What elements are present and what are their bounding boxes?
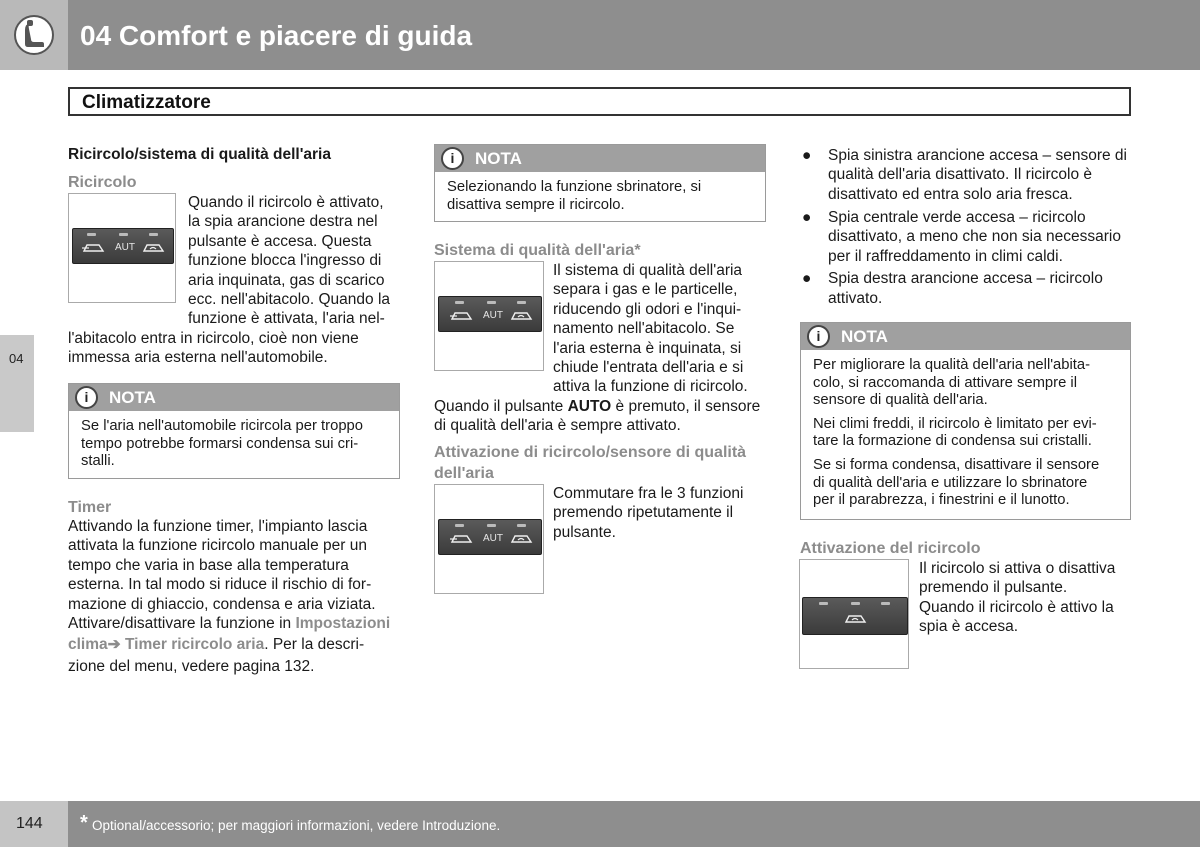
chapter-icon-box bbox=[0, 0, 68, 70]
indicator-light-list bbox=[800, 146, 1132, 312]
footnote-star: * bbox=[80, 812, 88, 834]
page-number-box bbox=[0, 801, 68, 847]
auto-label: AUT bbox=[115, 242, 135, 253]
auto-button-image bbox=[434, 261, 544, 371]
list-item: ● Spia centrale verde accesa – ricircolo disattivato, a meno che non sia necessario per il raffreddamento in climi caldi. bbox=[802, 208, 1121, 265]
note-header bbox=[801, 323, 1130, 350]
attivazione-ricircolo-text: Il ricircolo si attiva o disattiva premendo il pulsante. Quando il ricircolo è attivo la spia è accesa. bbox=[919, 560, 1116, 636]
car-recirculation-icon bbox=[509, 309, 535, 323]
info-icon: i bbox=[807, 325, 830, 348]
climate-button-panel bbox=[438, 519, 542, 555]
auto-sensor-text: Quando il pulsante AUTO è premuto, il sensore di qualità dell'aria è sempre attivato. bbox=[434, 398, 761, 435]
subheading-timer: Timer bbox=[68, 499, 112, 516]
chapter-side-tab bbox=[0, 335, 34, 432]
car-fresh-air-icon bbox=[449, 309, 475, 323]
note-label: NOTA bbox=[841, 327, 888, 346]
note-box-sbrinatore bbox=[434, 144, 766, 222]
car-fresh-air-icon bbox=[81, 241, 107, 255]
note-header bbox=[435, 145, 765, 172]
auto-label: AUT bbox=[483, 310, 503, 321]
arrow-right-icon: ➔ bbox=[107, 636, 121, 654]
note-box-qualita-aria bbox=[800, 322, 1131, 520]
car-recirculation-icon bbox=[843, 612, 869, 626]
sistema-qualita-text: Il sistema di qualità dell'aria separa i gas e le particelle, riducendo gli odori e l'inqui- namento nell'abitacolo. Se l'aria esterna è inquinata, si chiude l'entrata dell'aria e si attiva la funzione di ricircolo. bbox=[553, 262, 748, 396]
note-box-condensa bbox=[68, 383, 400, 479]
section-title: Climatizzatore bbox=[82, 92, 211, 113]
footnote-text: Optional/accessorio; per maggiori informazioni, vedere Introduzione. bbox=[92, 818, 501, 833]
attivazione-sensore-text: Commutare fra le 3 funzioni premendo ripetutamente il pulsante. bbox=[553, 485, 744, 541]
climate-button-panel bbox=[72, 228, 174, 264]
page-number: 144 bbox=[16, 815, 43, 832]
section-header bbox=[68, 87, 1131, 116]
subheading-sistema-qualita: Sistema di qualità dell'aria* bbox=[434, 242, 641, 259]
car-recirculation-icon bbox=[141, 241, 167, 255]
bullet-icon: ● bbox=[802, 270, 812, 288]
info-icon: i bbox=[75, 386, 98, 409]
menu-path-clima: clima bbox=[68, 636, 108, 654]
note-label: NOTA bbox=[475, 149, 522, 168]
climate-button-panel bbox=[802, 597, 908, 635]
note-text: Se l'aria nell'automobile ricircola per troppo tempo potrebbe formarsi condensa sui cri- stalli. bbox=[81, 418, 364, 470]
subheading-attivazione-ricircolo: Attivazione del ricircolo bbox=[800, 540, 981, 557]
info-icon: i bbox=[441, 147, 464, 170]
auto-label: AUT bbox=[483, 533, 503, 544]
car-recirculation-icon bbox=[509, 532, 535, 546]
ricircolo-button-image bbox=[68, 193, 176, 303]
menu-path-impostazioni: Impostazioni bbox=[295, 615, 391, 633]
chapter-title: 04 Comfort e piacere di guida bbox=[80, 20, 473, 51]
bullet-icon: ● bbox=[802, 208, 812, 226]
seat-icon bbox=[14, 15, 54, 55]
note-label: NOTA bbox=[109, 388, 156, 407]
recirculation-button-image bbox=[799, 559, 909, 669]
subheading-attivazione-sensore: Attivazione di ricircolo/sensore di qualità dell'aria bbox=[434, 444, 747, 482]
auto-word: AUTO bbox=[567, 398, 612, 415]
ricircolo-text: Quando il ricircolo è attivato, la spia arancione destra nel pulsante è accesa. Questa funzione blocca l'ingresso di aria inquinata, gas di scarico ecc. nell'abitacolo. Quando la funzione è attivata, l'aria nel- bbox=[188, 194, 391, 328]
bullet-icon: ● bbox=[802, 147, 812, 164]
auto-button-image-2 bbox=[434, 484, 544, 594]
menu-path-timer: Timer ricircolo aria bbox=[124, 636, 265, 654]
note-header bbox=[69, 384, 399, 411]
chapter-side-tab-label: 04 bbox=[9, 351, 24, 366]
chapter-header bbox=[68, 0, 1200, 70]
car-fresh-air-icon bbox=[449, 532, 475, 546]
heading-ricircolo-qualita: Ricircolo/sistema di qualità dell'aria bbox=[68, 146, 331, 163]
note-text: Selezionando la funzione sbrinatore, si disattiva sempre il ricircolo. bbox=[447, 179, 702, 213]
footer-bar bbox=[68, 801, 1200, 847]
ricircolo-text-tail: l'abitacolo entra in ricircolo, cioè non viene immessa aria esterna nell'automobile. bbox=[68, 330, 359, 367]
timer-text: Attivando la funzione timer, l'impianto lascia attivata la funzione ricircolo manuale per un tempo che varia in base alla temperatura esterna. In tal modo si riduce il rischio di for- mazione di ghiaccio, condensa e aria viziata. Attivare/disattivare la funzione in Impostazioni clima➔ Timer ricircolo aria. Per la descri- zione del menu, vedere pagina 132. bbox=[68, 518, 391, 675]
climate-button-panel bbox=[438, 296, 542, 332]
list-item: ● Spia sinistra arancione accesa – sensore di qualità dell'aria disattivato. Il ricircolo è disattivato ed entra solo aria fresca. bbox=[802, 147, 1127, 203]
note-text: Per migliorare la qualità dell'aria nell'abita- colo, si raccomanda di attivare sempre il sensore di qualità dell'aria. Nei climi freddi, il ricircolo è limitato per evi- tare la formazione di condensa sui cristalli. Se si forma condensa, disattivare il sensore di qualità dell'aria e utilizzare lo sbrinatore per il parabrezza, i finestrini e il lunotto. bbox=[813, 357, 1100, 509]
subheading-ricircolo: Ricircolo bbox=[68, 174, 137, 191]
list-item: ● Spia destra arancione accesa – ricircolo attivato. bbox=[802, 270, 1103, 307]
